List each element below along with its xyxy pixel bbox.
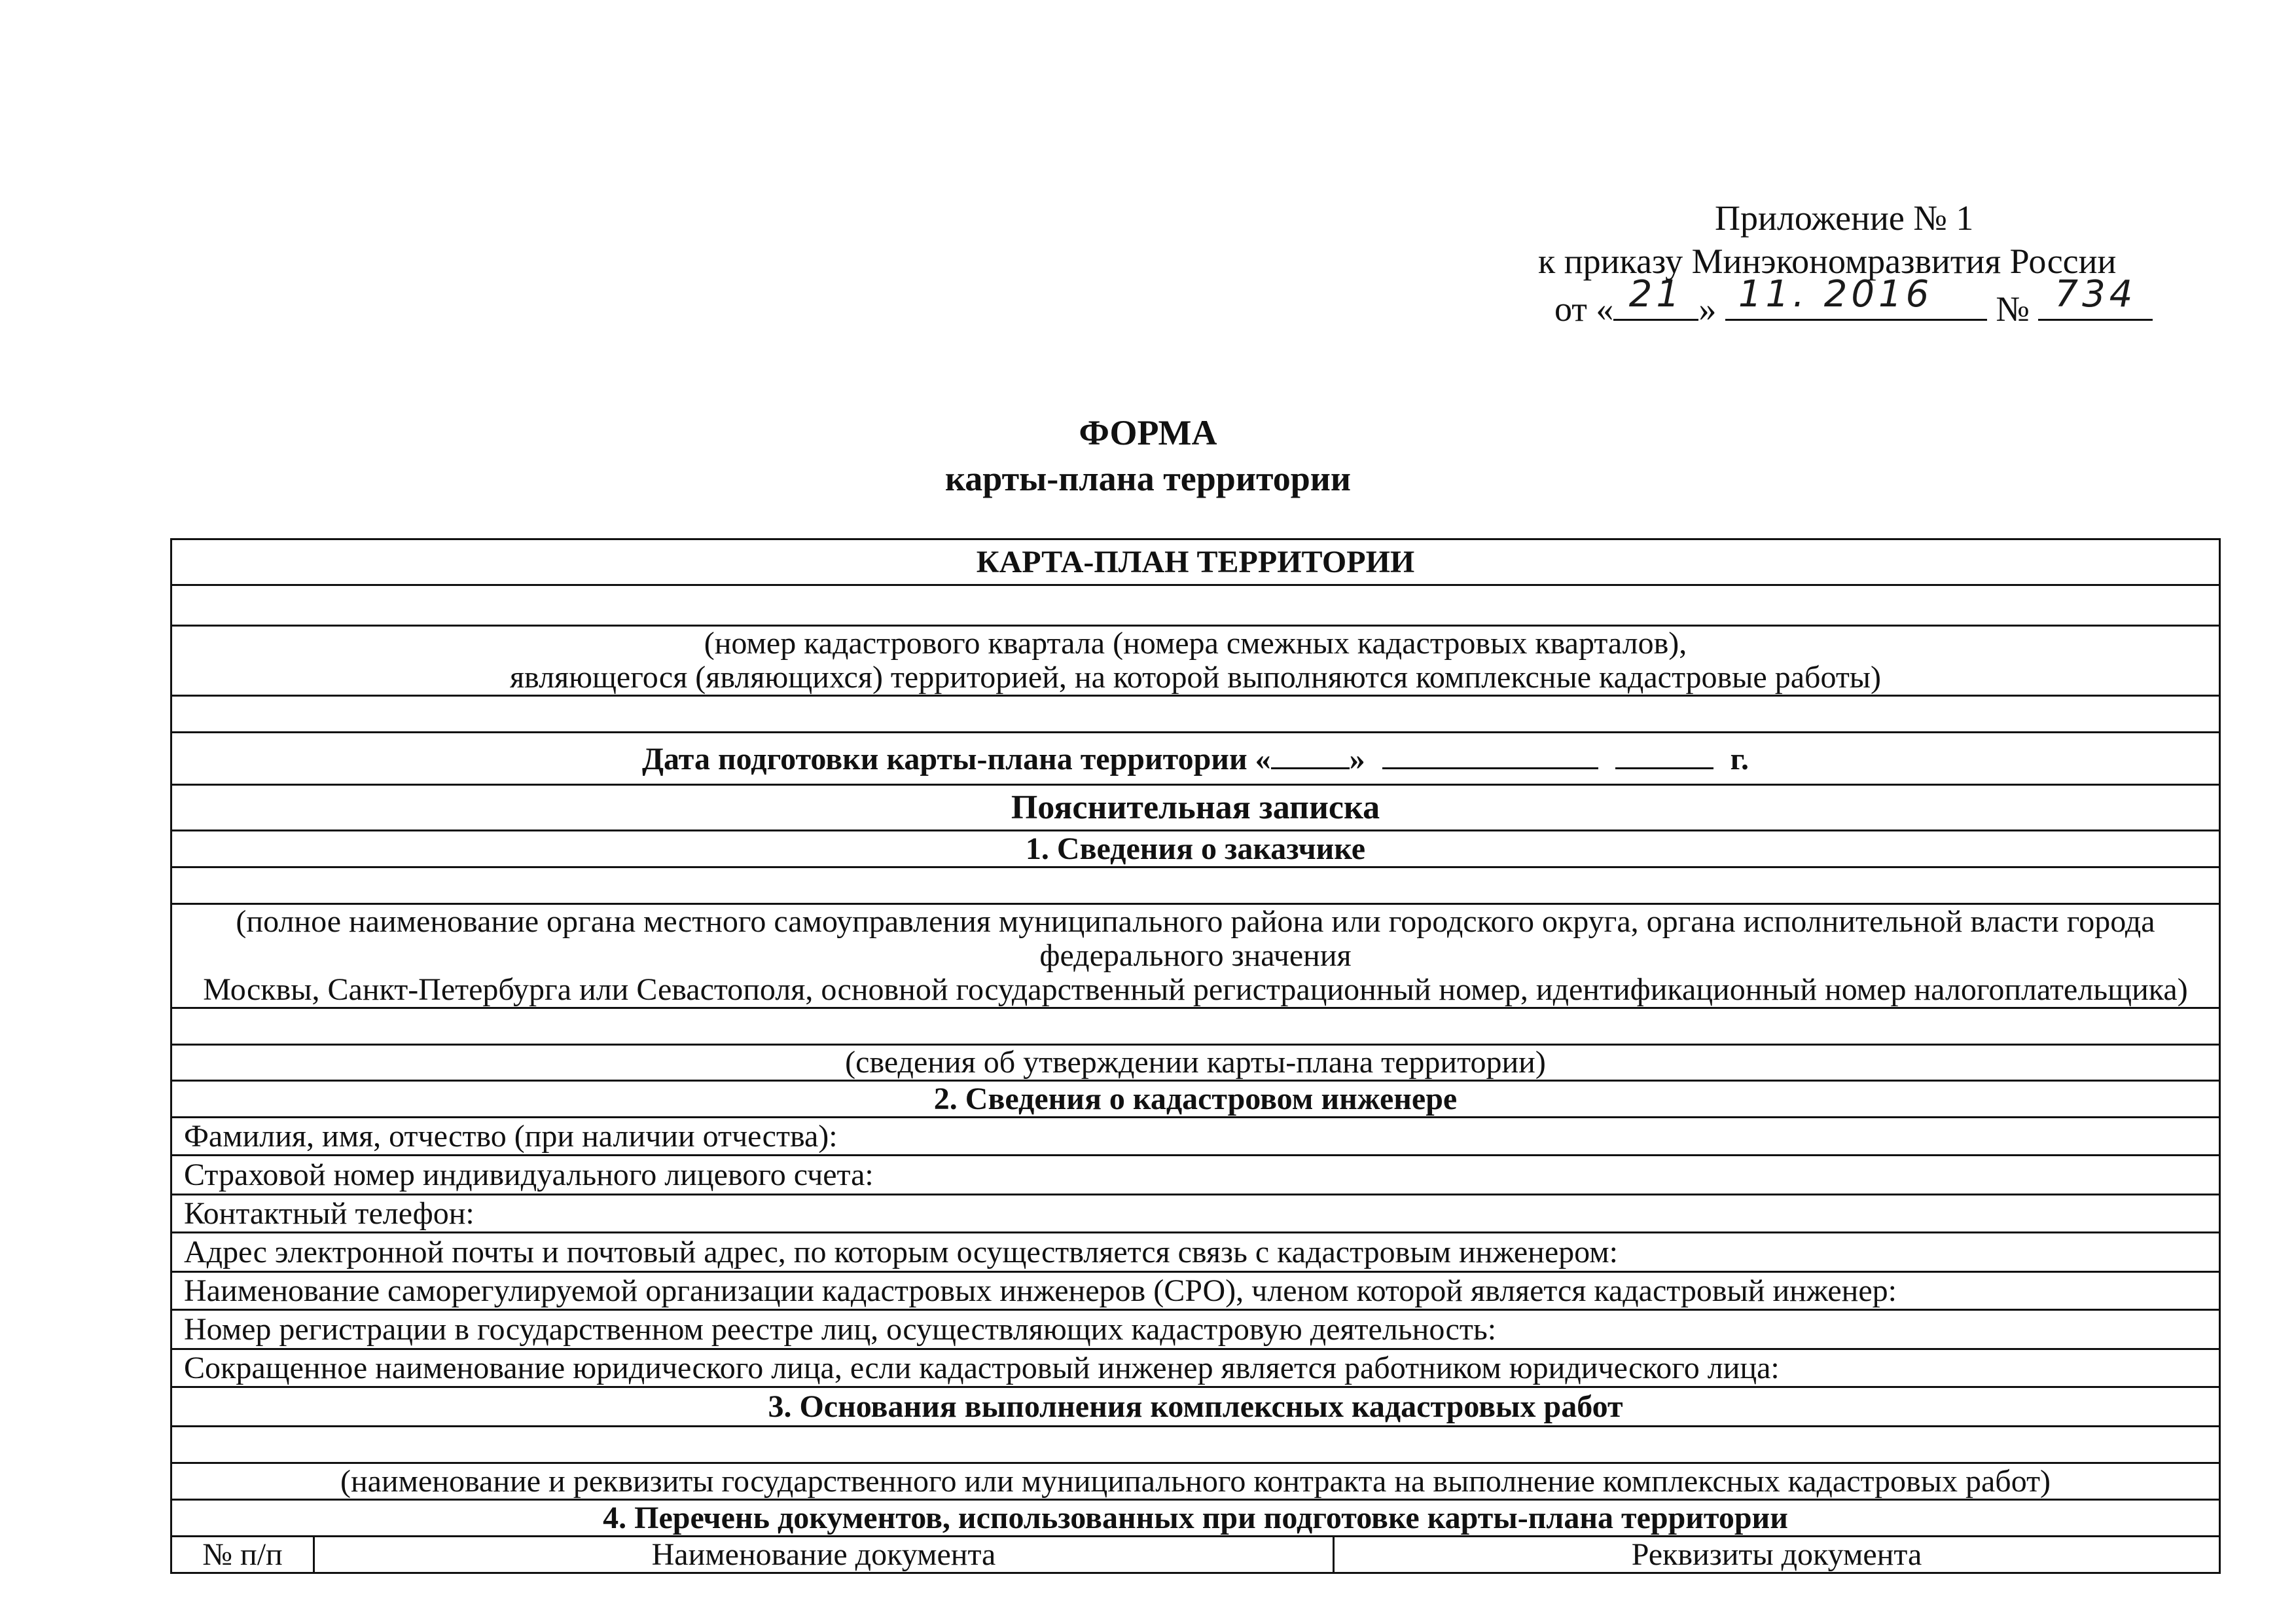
- appendix-number: Приложение № 1: [1715, 198, 1974, 238]
- customer-caption-line-2: Москвы, Санкт-Петербурга или Севастополя, основной государственный регистрационный номер, идентификационный номер налогоплательщика): [203, 972, 2188, 1007]
- spacer-row: [171, 696, 2220, 733]
- spacer-cell: [171, 696, 2220, 733]
- section-1-heading-row: [171, 831, 2220, 867]
- customer-caption: [171, 904, 2220, 1008]
- preparation-date-cell: [171, 733, 2220, 785]
- engineer-row: [171, 1349, 2220, 1387]
- section-4-heading-row: [171, 1500, 2220, 1537]
- preparation-date-quote-close: »: [1349, 742, 1365, 776]
- order-date-quote-close: »: [1698, 289, 1717, 329]
- engineer-row: [171, 1272, 2220, 1310]
- customer-field[interactable]: [171, 867, 2220, 904]
- contract-caption-row: [171, 1463, 2220, 1500]
- preparation-month-field[interactable]: [1382, 740, 1598, 769]
- column-header-number: № п/п: [171, 1537, 314, 1573]
- customer-caption-line-1: (полное наименование органа местного самоуправления муниципального района или городского округа, органа исполнительной власти города федерального значения: [236, 904, 2155, 973]
- appendix-order-date-number: [1538, 273, 2225, 335]
- approval-field[interactable]: [171, 1008, 2220, 1045]
- preparation-date-label: Дата подготовки карты-плана территории «: [642, 742, 1271, 776]
- engineer-address-field[interactable]: Адрес электронной почты и почтовый адрес, по которым осуществляется связь с кадастровым инженером:: [171, 1233, 2220, 1272]
- engineer-row: [171, 1195, 2220, 1233]
- engineer-phone-field[interactable]: Контактный телефон:: [171, 1195, 2220, 1233]
- engineer-row: [171, 1118, 2220, 1156]
- quarter-caption-line-2: являющегося (являющихся) территорией, на которой выполняются комплексные кадастровые работы): [509, 660, 1882, 695]
- preparation-day-field[interactable]: [1271, 740, 1350, 769]
- customer-input-row: [171, 867, 2220, 904]
- explanatory-note-heading-row: [171, 785, 2220, 831]
- contract-caption: (наименование и реквизиты государственного или муниципального контракта на выполнение комплексных кадастровых работ): [171, 1463, 2220, 1500]
- section-4-heading: 4. Перечень документов, использованных при подготовке карты-плана территории: [171, 1500, 2220, 1537]
- order-date-prefix: от «: [1554, 289, 1614, 329]
- section-1-heading: 1. Сведения о заказчике: [171, 831, 2220, 867]
- engineer-row: [171, 1233, 2220, 1272]
- engineer-row: [171, 1156, 2220, 1195]
- engineer-registration-field[interactable]: Номер регистрации в государственном реестре лиц, осуществляющих кадастровую деятельность:: [171, 1310, 2220, 1349]
- engineer-row: [171, 1310, 2220, 1349]
- column-header-document-name: Наименование документа: [314, 1537, 1334, 1573]
- preparation-date-row: [171, 733, 2220, 785]
- engineer-sro-field[interactable]: Наименование саморегулируемой организации кадастровых инженеров (СРО), членом которой является кадастровый инженер:: [171, 1272, 2220, 1310]
- section-3-heading: 3. Основания выполнения комплексных кадастровых работ: [171, 1387, 2220, 1427]
- appendix-header: [1538, 196, 2225, 335]
- section-2-heading: 2. Сведения о кадастровом инженере: [171, 1081, 2220, 1118]
- order-number-field: [2038, 273, 2153, 321]
- preparation-year-field[interactable]: [1615, 740, 1713, 769]
- quarter-caption-line-1: (номер кадастрового квартала (номера смежных кадастровых кварталов),: [704, 626, 1687, 661]
- order-day-field: [1613, 273, 1698, 321]
- documents-table-header-row: [171, 1537, 2220, 1573]
- section-2-heading-row: [171, 1081, 2220, 1118]
- quarter-caption-row: [171, 626, 2220, 696]
- engineer-snils-field[interactable]: Страховой номер индивидуального лицевого счета:: [171, 1156, 2220, 1195]
- column-header-document-details: Реквизиты документа: [1334, 1537, 2220, 1573]
- quarter-number-input-row: [171, 585, 2220, 626]
- order-number-handwritten: 734: [2054, 273, 2137, 316]
- territory-map-plan-form: [170, 538, 2221, 1574]
- approval-input-row: [171, 1008, 2220, 1045]
- preparation-year-suffix: г.: [1730, 742, 1749, 776]
- order-number-label: №: [1996, 289, 2030, 329]
- quarter-caption: [171, 626, 2220, 696]
- contract-field[interactable]: [171, 1427, 2220, 1463]
- order-day-handwritten: 21: [1628, 273, 1684, 316]
- engineer-legal-entity-field[interactable]: Сокращенное наименование юридического лица, если кадастровый инженер является работником юридического лица:: [171, 1349, 2220, 1387]
- customer-caption-row: [171, 904, 2220, 1008]
- form-subtitle: карты-плана территории: [944, 459, 1352, 498]
- approval-caption-row: [171, 1045, 2220, 1081]
- contract-input-row: [171, 1427, 2220, 1463]
- form-main-heading: КАРТА-ПЛАН ТЕРРИТОРИИ: [171, 539, 2220, 585]
- quarter-number-field[interactable]: [171, 585, 2220, 626]
- engineer-full-name-field[interactable]: Фамилия, имя, отчество (при наличии отчества):: [171, 1118, 2220, 1156]
- order-month-year-field: [1725, 273, 1987, 321]
- explanatory-note-heading: Пояснительная записка: [171, 785, 2220, 831]
- order-month-year-handwritten: 11. 2016: [1738, 273, 1933, 316]
- section-3-heading-row: [171, 1387, 2220, 1427]
- approval-caption: (сведения об утверждении карты-плана территории): [171, 1045, 2220, 1081]
- form-title: ФОРМА: [1079, 413, 1217, 452]
- form-heading-row: [171, 539, 2220, 585]
- appendix-order-reference: к приказу Минэкономразвития России: [1538, 242, 2117, 281]
